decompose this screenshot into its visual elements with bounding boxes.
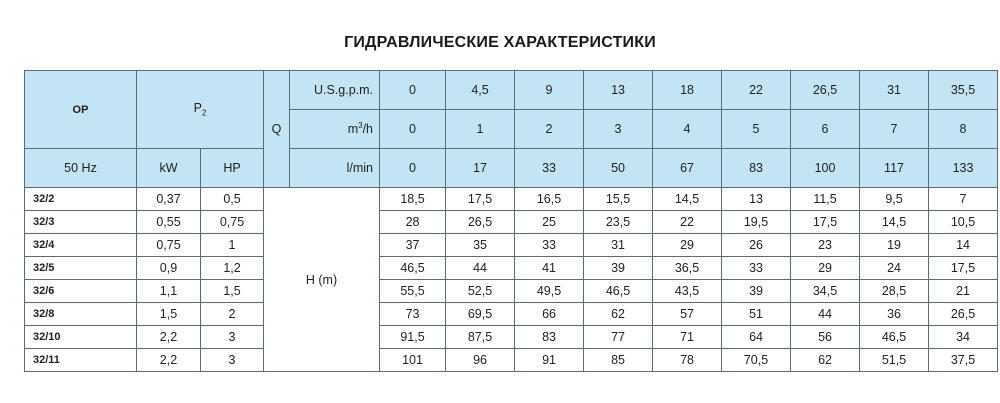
head-value-cell: 14,5	[653, 188, 722, 211]
kw-cell: 0,9	[137, 257, 201, 280]
kw-cell: 2,2	[137, 349, 201, 372]
usgpm-cell: 18	[653, 71, 722, 110]
head-value-cell: 51	[722, 303, 791, 326]
kw-cell: 0,75	[137, 234, 201, 257]
head-value-cell: 28,5	[860, 280, 929, 303]
m3h-cell: 3	[584, 110, 653, 149]
table-header	[25, 71, 998, 188]
hp-cell: 3	[201, 349, 264, 372]
lmin-cell: 117	[860, 149, 929, 188]
model-cell: 32/8	[25, 303, 137, 326]
head-value-cell: 101	[380, 349, 446, 372]
head-value-cell: 23	[791, 234, 860, 257]
m3h-cell: 1	[446, 110, 515, 149]
lmin-cell: 67	[653, 149, 722, 188]
head-value-cell: 21	[929, 280, 998, 303]
head-value-cell: 16,5	[515, 188, 584, 211]
head-value-cell: 91,5	[380, 326, 446, 349]
head-value-cell: 18,5	[380, 188, 446, 211]
head-value-cell: 91	[515, 349, 584, 372]
head-value-cell: 17,5	[929, 257, 998, 280]
model-cell: 32/2	[25, 188, 137, 211]
lmin-cell: 0	[380, 149, 446, 188]
usgpm-cell: 4,5	[446, 71, 515, 110]
head-value-cell: 64	[722, 326, 791, 349]
hp-cell: 2	[201, 303, 264, 326]
head-value-cell: 9,5	[860, 188, 929, 211]
model-cell: 32/10	[25, 326, 137, 349]
lmin-cell: 33	[515, 149, 584, 188]
head-value-cell: 57	[653, 303, 722, 326]
head-value-cell: 15,5	[584, 188, 653, 211]
header-m3h	[290, 110, 380, 149]
head-value-cell: 41	[515, 257, 584, 280]
header-usgpm: U.S.g.p.m.	[290, 71, 380, 110]
header-op: OP	[25, 71, 137, 149]
head-value-cell: 26	[722, 234, 791, 257]
head-value-cell: 44	[791, 303, 860, 326]
head-value-cell: 11,5	[791, 188, 860, 211]
head-value-cell: 35	[446, 234, 515, 257]
head-value-cell: 85	[584, 349, 653, 372]
head-value-cell: 7	[929, 188, 998, 211]
head-value-cell: 73	[380, 303, 446, 326]
lmin-cell: 133	[929, 149, 998, 188]
head-value-cell: 56	[791, 326, 860, 349]
head-value-cell: 71	[653, 326, 722, 349]
usgpm-cell: 31	[860, 71, 929, 110]
head-value-cell: 69,5	[446, 303, 515, 326]
header-kw: kW	[137, 149, 201, 188]
m3h-rest: /h	[362, 122, 374, 137]
hp-cell: 0,5	[201, 188, 264, 211]
lmin-cell: 83	[722, 149, 791, 188]
table-row	[25, 211, 998, 234]
head-value-cell: 34	[929, 326, 998, 349]
hydraulic-characteristics-table	[24, 70, 998, 372]
head-value-cell: 13	[722, 188, 791, 211]
head-value-cell: 33	[515, 234, 584, 257]
head-value-cell: 36,5	[653, 257, 722, 280]
head-value-cell: 44	[446, 257, 515, 280]
m3h-cell: 2	[515, 110, 584, 149]
head-value-cell: 52,5	[446, 280, 515, 303]
head-value-cell: 77	[584, 326, 653, 349]
m3h-cell: 0	[380, 110, 446, 149]
head-value-cell: 23,5	[584, 211, 653, 234]
hp-cell: 0,75	[201, 211, 264, 234]
head-value-cell: 70,5	[722, 349, 791, 372]
head-value-cell: 87,5	[446, 326, 515, 349]
model-cell: 32/4	[25, 234, 137, 257]
lmin-cell: 50	[584, 149, 653, 188]
kw-cell: 0,55	[137, 211, 201, 234]
head-value-cell: 25	[515, 211, 584, 234]
head-value-cell: 19,5	[722, 211, 791, 234]
header-freq: 50 Hz	[25, 149, 137, 188]
table-row	[25, 349, 998, 372]
head-value-cell: 17,5	[446, 188, 515, 211]
kw-cell: 1,1	[137, 280, 201, 303]
head-value-cell: 62	[791, 349, 860, 372]
usgpm-cell: 26,5	[791, 71, 860, 110]
table-row	[25, 280, 998, 303]
kw-cell: 2,2	[137, 326, 201, 349]
header-p2	[137, 71, 264, 149]
header-hp: HP	[201, 149, 264, 188]
model-cell: 32/11	[25, 349, 137, 372]
head-value-cell: 28	[380, 211, 446, 234]
head-value-cell: 46,5	[584, 280, 653, 303]
head-value-cell: 26,5	[446, 211, 515, 234]
head-value-cell: 43,5	[653, 280, 722, 303]
usgpm-cell: 13	[584, 71, 653, 110]
head-value-cell: 37	[380, 234, 446, 257]
table-row	[25, 303, 998, 326]
head-value-cell: 26,5	[929, 303, 998, 326]
m3h-cell: 4	[653, 110, 722, 149]
head-value-cell: 14	[929, 234, 998, 257]
model-cell: 32/5	[25, 257, 137, 280]
head-value-cell: 31	[584, 234, 653, 257]
head-value-cell: 51,5	[860, 349, 929, 372]
head-value-cell: 34,5	[791, 280, 860, 303]
head-value-cell: 36	[860, 303, 929, 326]
head-value-cell: 83	[515, 326, 584, 349]
hp-cell: 3	[201, 326, 264, 349]
kw-cell: 0,37	[137, 188, 201, 211]
usgpm-cell: 22	[722, 71, 791, 110]
head-value-cell: 46,5	[860, 326, 929, 349]
head-value-cell: 37,5	[929, 349, 998, 372]
usgpm-cell: 9	[515, 71, 584, 110]
table-row	[25, 188, 998, 211]
head-value-cell: 14,5	[860, 211, 929, 234]
m3h-cell: 8	[929, 110, 998, 149]
table-body	[25, 188, 998, 372]
table-row	[25, 326, 998, 349]
usgpm-cell: 0	[380, 71, 446, 110]
m3h-cell: 5	[722, 110, 791, 149]
lmin-cell: 100	[791, 149, 860, 188]
head-value-cell: 39	[722, 280, 791, 303]
header-lmin: l/min	[290, 149, 380, 188]
head-value-cell: 22	[653, 211, 722, 234]
head-value-cell: 10,5	[929, 211, 998, 234]
head-value-cell: 29	[653, 234, 722, 257]
page-title: ГИДРАВЛИЧЕСКИЕ ХАРАКТЕРИСТИКИ	[344, 34, 656, 51]
head-value-cell: 17,5	[791, 211, 860, 234]
head-value-cell: 19	[860, 234, 929, 257]
head-value-cell: 49,5	[515, 280, 584, 303]
m3h-base: m	[347, 122, 359, 137]
m3h-superscript: 3	[358, 121, 363, 131]
lmin-cell: 17	[446, 149, 515, 188]
hp-cell: 1	[201, 234, 264, 257]
header-row-lmin	[25, 149, 998, 188]
head-value-cell: 39	[584, 257, 653, 280]
head-value-cell: 78	[653, 349, 722, 372]
hp-cell: 1,2	[201, 257, 264, 280]
p2-label: P	[193, 101, 202, 116]
usgpm-cell: 35,5	[929, 71, 998, 110]
m3h-cell: 6	[791, 110, 860, 149]
head-value-cell: 55,5	[380, 280, 446, 303]
header-q: Q	[264, 71, 290, 188]
head-value-cell: 96	[446, 349, 515, 372]
head-value-cell: 24	[860, 257, 929, 280]
model-cell: 32/6	[25, 280, 137, 303]
head-value-cell: 62	[584, 303, 653, 326]
header-row-usgpm	[25, 71, 998, 110]
head-label-cell: H (m)	[264, 188, 380, 372]
hp-cell: 1,5	[201, 280, 264, 303]
table-row	[25, 257, 998, 280]
m3h-cell: 7	[860, 110, 929, 149]
kw-cell: 1,5	[137, 303, 201, 326]
head-value-cell: 46,5	[380, 257, 446, 280]
head-value-cell: 33	[722, 257, 791, 280]
head-value-cell: 66	[515, 303, 584, 326]
p2-subscript: 2	[201, 108, 207, 118]
head-value-cell: 29	[791, 257, 860, 280]
model-cell: 32/3	[25, 211, 137, 234]
table-row	[25, 234, 998, 257]
